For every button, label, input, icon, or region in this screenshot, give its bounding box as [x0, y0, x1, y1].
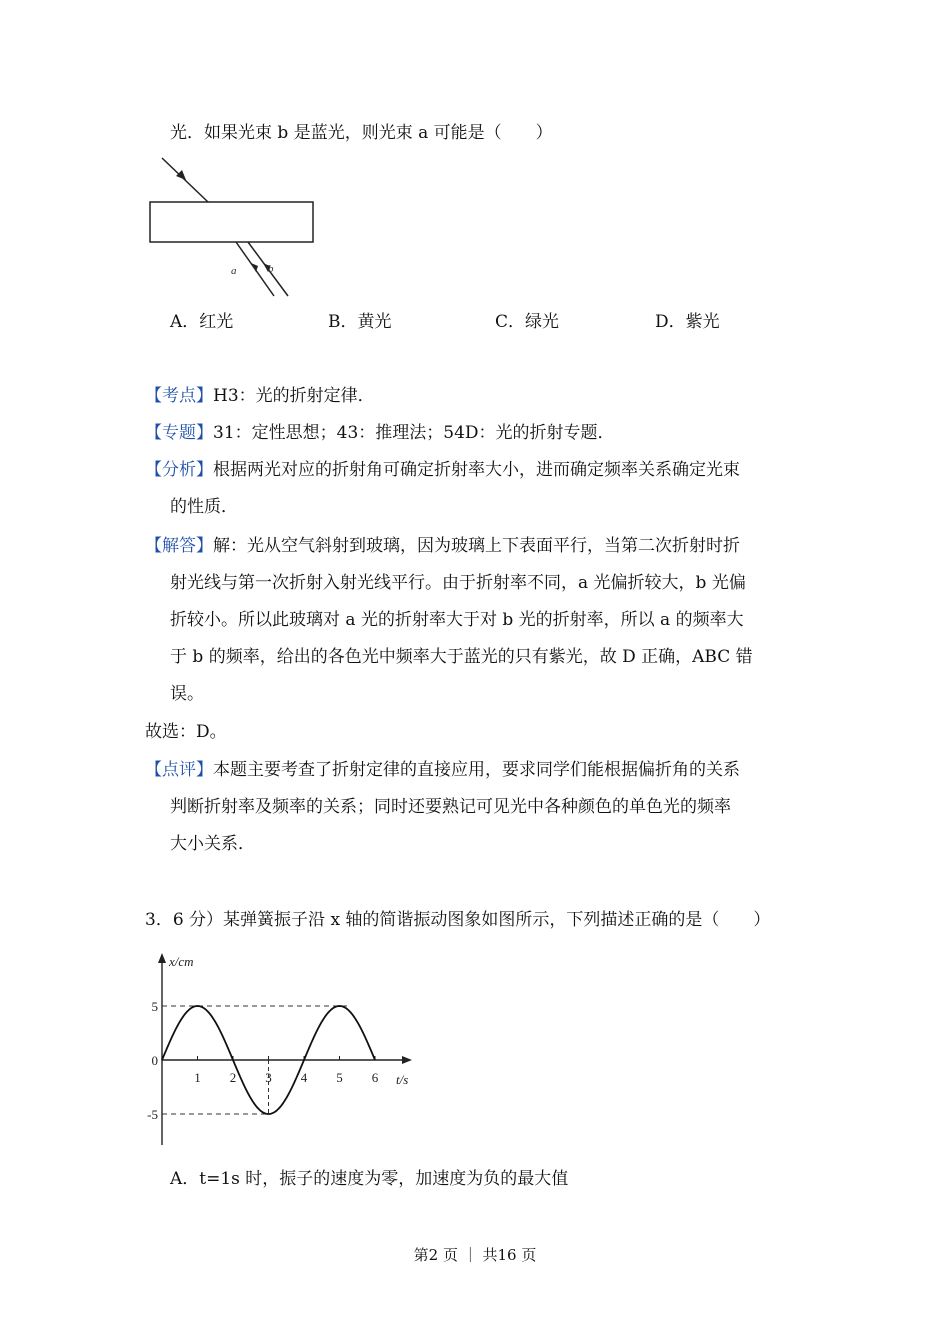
kaodian-text: H3：光的折射定律．: [213, 386, 375, 406]
dianping-line-3: 大小关系．: [170, 834, 255, 854]
incident-ray: [162, 158, 208, 202]
jieda-line-1: 解：光从空气斜射到玻璃，因为玻璃上下表面平行，当第二次折射时折: [213, 536, 740, 556]
q3-option-a: A．t=1s 时，振子的速度为零，加速度为负的最大值: [170, 1169, 569, 1189]
y-axis-arrow: [158, 953, 166, 963]
kaodian-tag: 【考点】: [145, 386, 213, 406]
dianping-line-2: 判断折射率及频率的关系；同时还要熟记可见光中各种颜色的单色光的频率: [170, 797, 731, 817]
jieda-tag: 【解答】: [145, 536, 213, 556]
x-tick-label: 6: [371, 1070, 379, 1085]
jieda: [145, 534, 740, 558]
label-a: a: [231, 265, 237, 277]
kaodian: [145, 384, 375, 408]
x-tick-label: 4: [300, 1070, 308, 1085]
q3-stem: 3．6 分）某弹簧振子沿 x 轴的简谐振动图象如图所示，下列描述正确的是（ ）: [145, 910, 771, 930]
y-tick-label: 5: [151, 999, 158, 1014]
jieda-line-2: 射光线与第一次折射入射光线平行。由于折射率不同，a 光偏折较大，b 光偏: [170, 573, 746, 593]
y-axis-label: x/cm: [169, 954, 194, 969]
q2-option-c: C．绿光: [495, 312, 560, 332]
y-tick-label: 0: [151, 1053, 158, 1068]
glass-slab: [150, 202, 313, 242]
fenxi-line-2: 的性质．: [170, 497, 238, 517]
x-tick-label: 5: [336, 1070, 343, 1085]
page-footer: 第2 页 ｜ 共16 页: [413, 1246, 537, 1264]
fenxi-tag: 【分析】: [145, 460, 213, 480]
x-tick-label: 1: [194, 1070, 201, 1085]
zhuanti: [145, 421, 615, 445]
x-axis-label: t/s: [396, 1072, 409, 1087]
fenxi-line-1: 根据两光对应的折射角可确定折射率大小，进而确定频率关系确定光束: [213, 460, 740, 480]
q2-option-a: A．红光: [170, 312, 234, 332]
label-b: b: [268, 263, 274, 275]
y-tick-label: -5: [147, 1107, 158, 1122]
x-tick-label: 3: [265, 1070, 272, 1085]
x-tick-label: 2: [229, 1070, 237, 1085]
dianping-line-1: 本题主要考查了折射定律的直接应用，要求同学们能根据偏折角的关系: [213, 760, 740, 780]
shm-graph: [140, 945, 430, 1155]
q2-option-d: D．紫光: [655, 312, 720, 332]
x-axis-arrow: [402, 1056, 412, 1064]
dianping: [145, 758, 740, 782]
q2-stem-tail: 光．如果光束 b 是蓝光，则光束 a 可能是（ ）: [170, 123, 553, 143]
jieda-line-4: 于 b 的频率，给出的各色光中频率大于蓝光的只有紫光，故 D 正确，ABC 错: [170, 647, 753, 667]
jieda-line-5: 误。: [170, 684, 204, 704]
zhuanti-tag: 【专题】: [145, 423, 213, 443]
incident-arrow: [176, 170, 186, 180]
zhuanti-text: 31：定性思想；43：推理法；54D：光的折射专题．: [213, 423, 615, 443]
refraction-figure: [140, 150, 320, 300]
fenxi: [145, 458, 740, 482]
answer-line: 故选：D。: [145, 722, 227, 742]
dianping-tag: 【点评】: [145, 760, 213, 780]
q2-option-b: B．黄光: [328, 312, 392, 332]
jieda-line-3: 折较小。所以此玻璃对 a 光的折射率大于对 b 光的折射率，所以 a 的频率大: [170, 610, 744, 630]
